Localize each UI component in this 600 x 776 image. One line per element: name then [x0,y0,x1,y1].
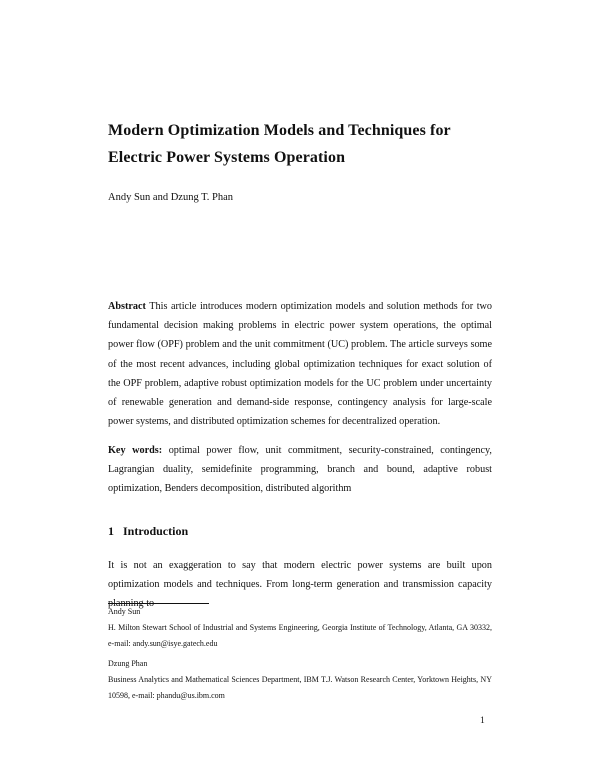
section-number: 1 [108,524,114,538]
title-line-1: Modern Optimization Models and Techniques for [108,122,451,139]
page-number: 1 [480,716,485,726]
keywords-label: Key words: [108,445,163,456]
section-heading [108,524,188,539]
title-line-2: Electric Power Systems Operation [108,149,346,166]
abstract-label: Abstract [108,301,146,312]
keywords [108,441,492,499]
keywords-text: optimal power flow, unit commitment, security-constrained, contingency, Lagrangian duality, semidefinite programming, branch and bound, adaptive robust optimization, Benders decomposition, distributed algorithm [108,445,492,495]
footnote-2-name: Dzung Phan [108,659,148,668]
abstract-text: This article introduces modern optimization models and solution methods for two fundamental decision making problems in electric power system operations, the optimal power flow (OPF) problem and the unit commitment (UC) problem. The article surveys some of the most recent advances, including global optimization techniques for exact solution of the OPF problem, adaptive robust optimization models for the UC problem under uncertainty of renewable generation and demand-side response, contingency analysis for large-scale power systems, and distributed optimization schemes for decentralized operation. [108,301,492,428]
authors: Andy Sun and Dzung T. Phan [108,192,234,203]
footnote-1-affiliation: H. Milton Stewart School of Industrial and Systems Engineering, Georgia Institute of Technology, Atlanta, GA 30332, e-mail: andy.sun@isye.gatech.edu [108,623,492,648]
footnote-2-affiliation: Business Analytics and Mathematical Sciences Department, IBM T.J. Watson Research Center, Yorktown Heights, NY 10598, e-mail: phandu@us.ibm.com [108,675,492,700]
abstract [108,297,492,431]
footnote-1-name: Andy Sun [108,607,141,616]
intro-paragraph: It is not an exaggeration to say that modern electric power systems are built upon optimization models and techniques. From long-term generation and transmission capacity planning to [108,560,492,610]
section-title: Introduction [123,524,189,538]
